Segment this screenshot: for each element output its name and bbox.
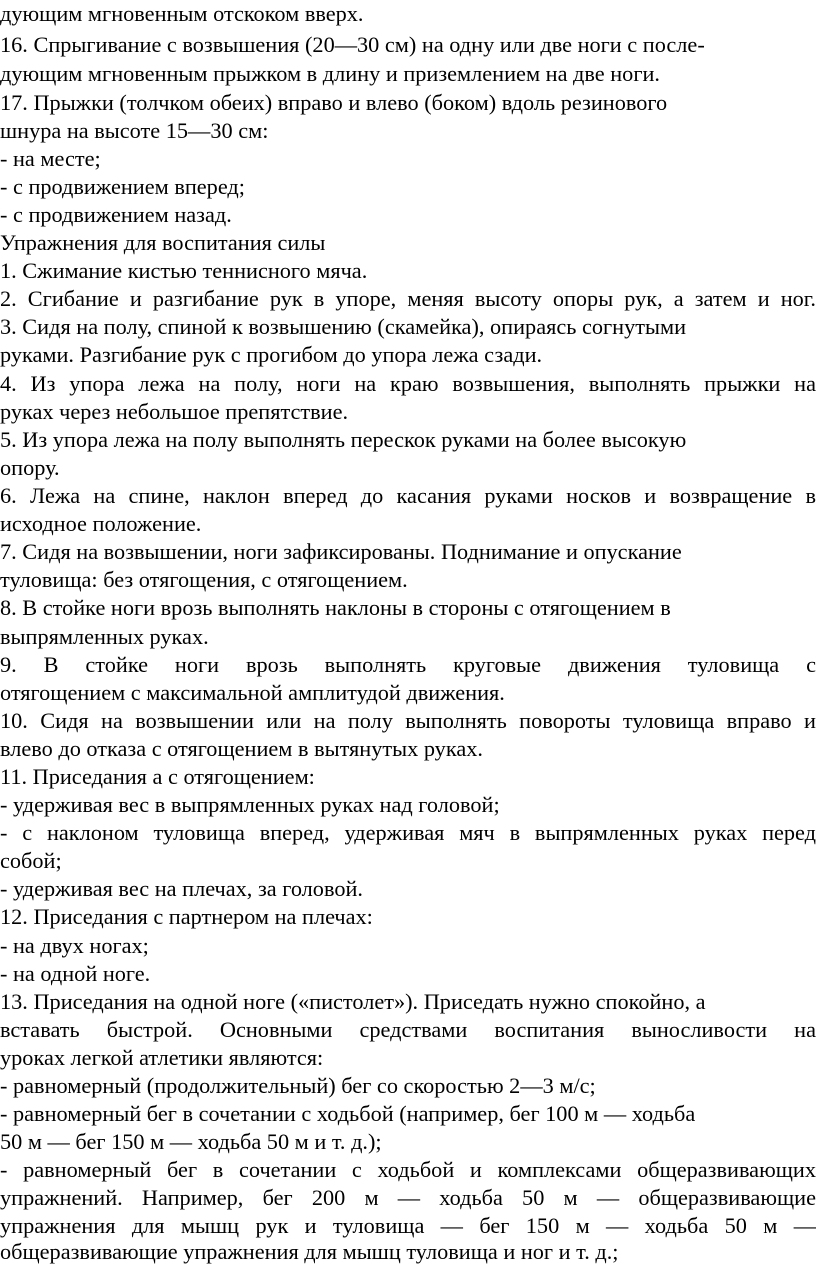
text-line: уроках легкой атлетики являются: [0,1045,324,1070]
text-line: руками. Разгибание рук с прогибом до упора лежа сзади. [0,342,543,367]
text-line: - с наклоном туловища вперед, удерживая мяч в выпрямленных руках перед [0,820,816,845]
text-line: 6. Лежа на спине, наклон вперед до касания руками носков и возвращение в [0,483,816,508]
text-line: 11. Приседания а с отягощением: [0,764,315,789]
text-line: - с продвижением назад. [0,202,232,227]
text-line: выпрямленных руках. [0,624,209,649]
text-line: дующим мгновенным отскоком вверх. [0,1,364,26]
text-line: собой; [0,848,62,873]
text-line: 3. Сидя на полу, спиной к возвышению (скамейка), опираясь согнутыми [0,314,687,339]
text-line: дующим мгновенным прыжком в длину и приземлением на две ноги. [0,61,660,86]
text-line: - на одной ноге. [0,961,151,986]
text-line: исходное положение. [0,511,202,536]
text-line: - равномерный бег в сочетании с ходьбой (например, бег 100 м — ходьба [0,1101,696,1126]
text-line: 12. Приседания с партнером на плечах: [0,904,373,929]
text-line: туловища: без отягощения, с отягощением. [0,567,408,592]
text-line: - удерживая вес на плечах, за головой. [0,876,363,901]
text-line: 50 м — бег 150 м — ходьба 50 м и т. д.); [0,1129,382,1154]
text-line: - на двух ногах; [0,933,149,958]
text-line: 17. Прыжки (толчком обеих) вправо и влево (боком) вдоль резинового [0,90,668,115]
text-line: 7. Сидя на возвышении, ноги зафиксированы. Поднимание и опускание [0,539,682,564]
text-line: шнура на высоте 15—30 см: [0,118,269,143]
text-line: упражнения для мышц рук и туловища — бег 150 м — ходьба 50 м — [0,1213,816,1238]
text-line: упражнений. Например, бег 200 м — ходьба 50 м — общеразвивающие [0,1185,816,1210]
text-line: опору. [0,455,60,480]
text-line: 8. В стойке ноги врозь выполнять наклоны в стороны с отягощением в [0,595,671,620]
text-line: 5. Из упора лежа на полу выполнять перескок руками на более высокую [0,427,687,452]
text-line: 2. Сгибание и разгибание рук в упоре, меняя высоту опоры рук, а затем и ног. [0,286,816,311]
text-line: руках через небольшое препятствие. [0,399,349,424]
text-line: 1. Сжимание кистью теннисного мяча. [0,258,368,283]
text-line: вставать быстрой. Основными средствами воспитания выносливости на [0,1017,816,1042]
text-line: - удерживая вес в выпрямленных руках над головой; [0,792,500,817]
text-line: 16. Спрыгивание с возвышения (20—30 см) на одну или две ноги с после- [0,32,705,57]
text-line: 13. Приседания на одной ноге («пистолет»). Приседать нужно спокойно, а [0,989,706,1014]
text-line: отягощением с максимальной амплитудой движения. [0,680,505,705]
section-heading: Упражнения для воспитания силы [0,230,326,255]
text-line: общеразвивающие упражнения для мышц туловища и ног и т. д.; [0,1239,619,1264]
text-line: влево до отказа с отягощением в вытянутых руках. [0,736,483,761]
text-line: - на месте; [0,146,101,171]
text-line: - с продвижением вперед; [0,174,245,199]
text-line: - равномерный бег в сочетании с ходьбой и комплексами общеразвивающих [0,1157,816,1182]
text-line: 9. В стойке ноги врозь выполнять круговые движения туловища с [0,652,816,677]
text-line: 10. Сидя на возвышении или на полу выполнять повороты туловища вправо и [0,708,816,733]
text-line: 4. Из упора лежа на полу, ноги на краю возвышения, выполнять прыжки на [0,371,816,396]
text-line: - равномерный (продолжительный) бег со скоростью 2—3 м/с; [0,1073,596,1098]
